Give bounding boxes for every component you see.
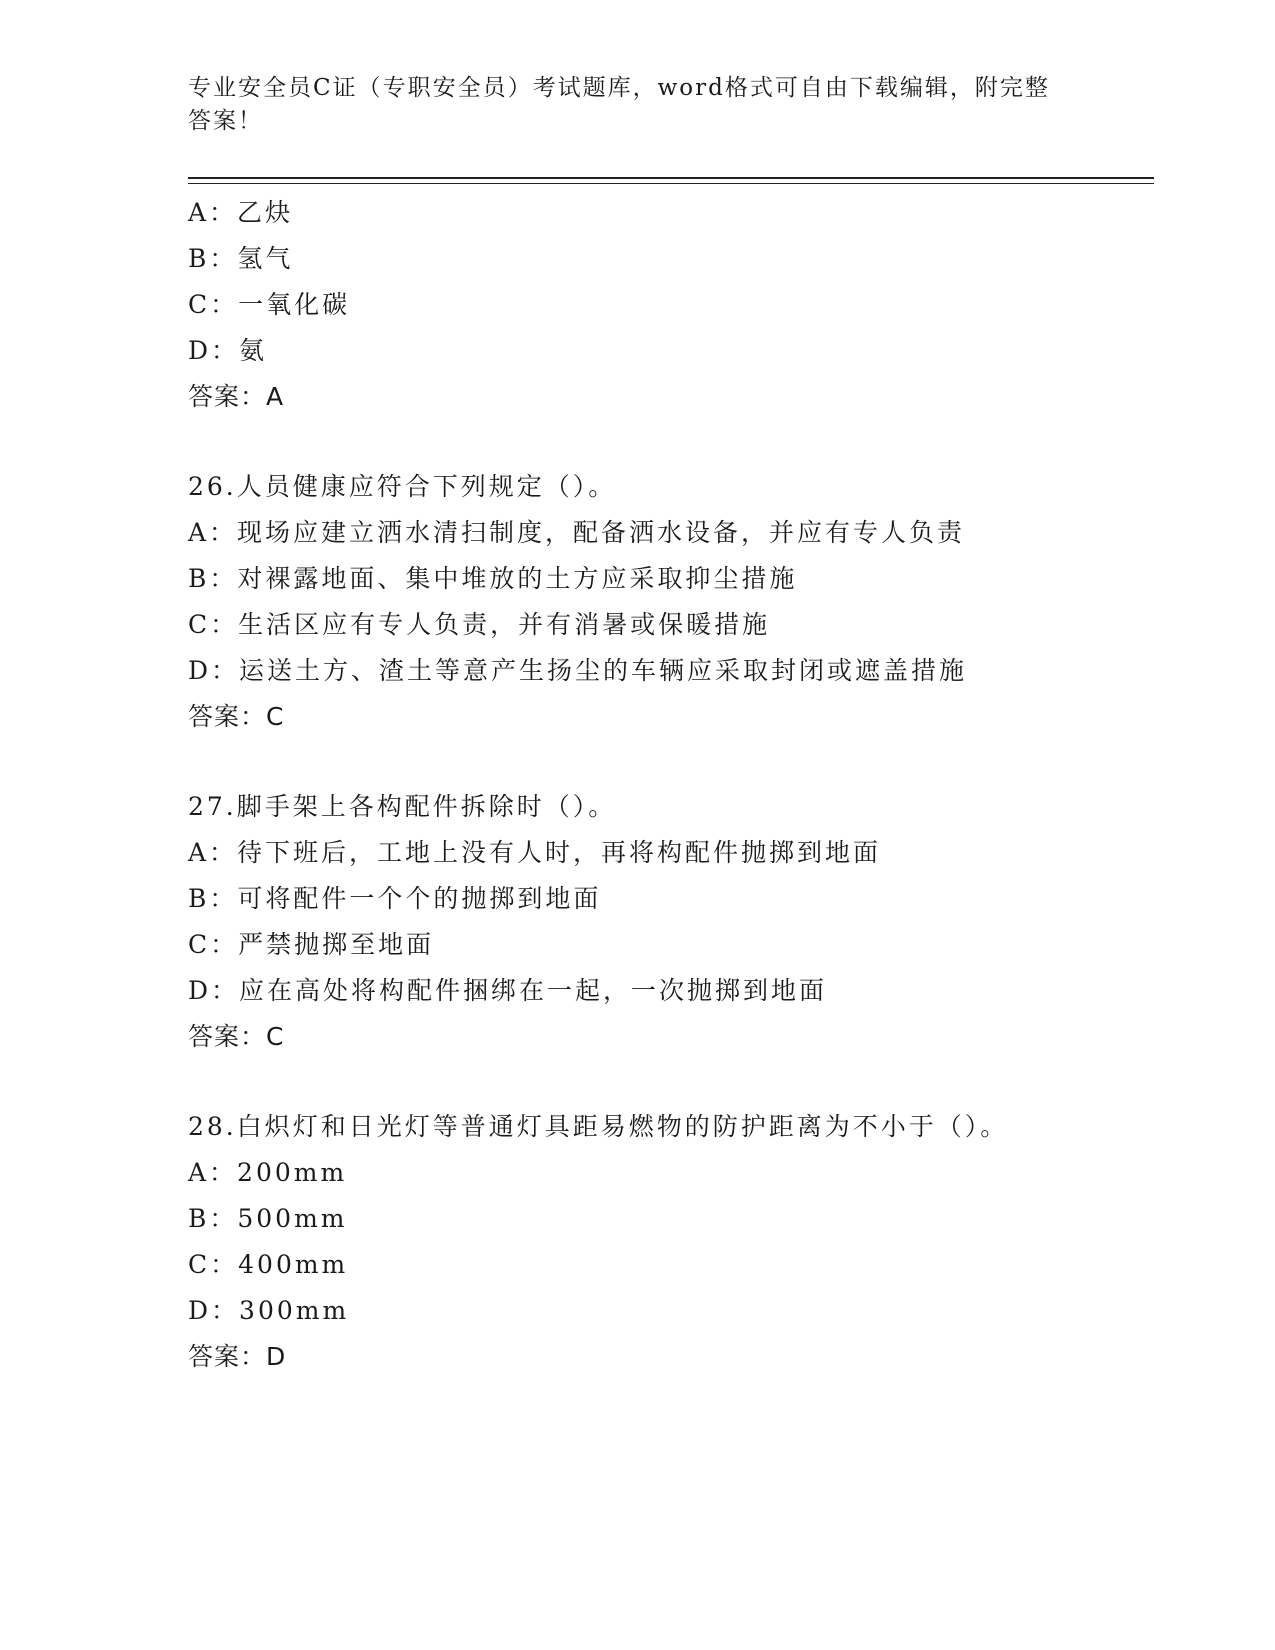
spacer (188, 420, 1154, 464)
header-divider-thick (188, 177, 1154, 179)
answer-line: 答案：C (188, 702, 285, 731)
option-b: B：氢气 (188, 244, 294, 273)
option-c: C：400mm (188, 1250, 349, 1279)
question-block-28 (188, 1104, 1154, 1380)
question-block-25 (188, 190, 1154, 420)
option-a: A：待下班后，工地上没有人时，再将构配件抛掷到地面 (188, 838, 882, 867)
option-c: C：生活区应有专人负责，并有消暑或保暖措施 (188, 610, 771, 639)
answer-line: 答案：A (188, 382, 285, 411)
header-title: 专业安全员C证（专职安全员）考试题库，word格式可自由下载编辑，附完整答案！ (188, 75, 1050, 134)
question-text: 27.脚手架上各构配件拆除时（）。 (188, 792, 617, 821)
option-c: C：一氧化碳 (188, 290, 351, 319)
spacer (188, 1060, 1154, 1104)
option-a: A：现场应建立洒水清扫制度，配备洒水设备，并应有专人负责 (188, 518, 966, 547)
answer-line: 答案：C (188, 1022, 285, 1051)
question-list (188, 190, 1154, 1380)
header-divider-thin (188, 183, 1154, 184)
question-text: 28.白炽灯和日光灯等普通灯具距易燃物的防护距离为不小于（）。 (188, 1112, 1009, 1141)
spacer (188, 740, 1154, 784)
option-d: D：氨 (188, 336, 268, 365)
question-text: 26.人员健康应符合下列规定（）。 (188, 472, 617, 501)
option-b: B：500mm (188, 1204, 348, 1233)
option-a: A：200mm (188, 1158, 348, 1187)
option-d: D：运送土方、渣土等意产生扬尘的车辆应采取封闭或遮盖措施 (188, 656, 968, 685)
option-d: D：应在高处将构配件捆绑在一起，一次抛掷到地面 (188, 976, 828, 1005)
question-block-27 (188, 784, 1154, 1060)
option-c: C：严禁抛掷至地面 (188, 930, 435, 959)
answer-line: 答案：D (188, 1342, 287, 1371)
option-b: B：可将配件一个个的抛掷到地面 (188, 884, 602, 913)
option-a: A：乙炔 (188, 198, 294, 227)
page-header (188, 72, 1068, 138)
option-b: B：对裸露地面、集中堆放的土方应采取抑尘措施 (188, 564, 798, 593)
option-d: D：300mm (188, 1296, 350, 1325)
question-block-26 (188, 464, 1154, 740)
